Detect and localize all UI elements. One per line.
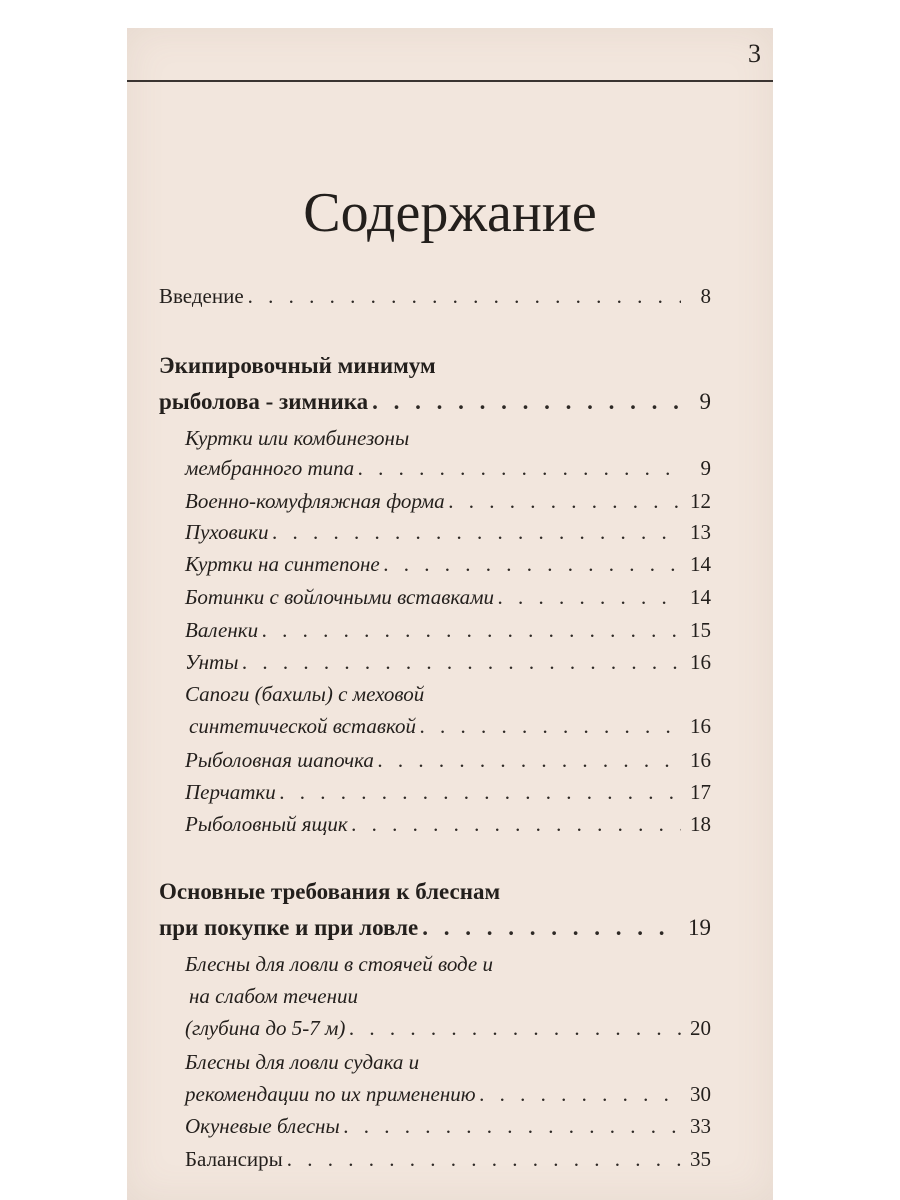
toc-entry [185, 1044, 711, 1080]
leader-dots [344, 1108, 681, 1144]
toc-entry [185, 644, 711, 680]
toc-entry [185, 1108, 711, 1144]
leader-dots [262, 612, 681, 648]
toc-page-number: 9 [699, 389, 711, 414]
toc-section-label: при покупке и при ловле [159, 915, 419, 940]
toc-page-number: 13 [690, 520, 711, 544]
toc-entry [185, 774, 711, 810]
toc-entry-label: Рыболовный ящик [185, 812, 348, 836]
leader-dots [242, 644, 681, 680]
leader-dots [372, 384, 681, 420]
toc-page-number: 35 [690, 1147, 711, 1171]
toc-section-heading [159, 348, 711, 384]
toc-page-number: 8 [700, 284, 711, 308]
toc-entry-label: Окуневые блесны [185, 1114, 340, 1138]
toc-entry [185, 546, 711, 582]
toc-entry [185, 514, 711, 550]
toc-entry-label: Пуховики [185, 520, 269, 544]
toc-entry-label: на слабом течении [189, 984, 359, 1008]
toc-entry [185, 612, 711, 648]
leader-dots [384, 546, 681, 582]
toc-entry-label: Сапоги (бахилы) с меховой [185, 682, 425, 706]
table-of-contents [127, 28, 773, 1200]
toc-page-number: 14 [690, 585, 711, 609]
page-title: Содержание [303, 182, 597, 244]
toc-entry-label: Блесны для ловли судака и [185, 1050, 420, 1074]
toc-entry-label: (глубина до 5-7 м) [185, 1016, 346, 1040]
toc-entry [185, 1076, 711, 1112]
toc-entry-intro [159, 278, 711, 314]
toc-entry-label: рекомендации по их применению [185, 1082, 476, 1106]
leader-dots [287, 1141, 681, 1177]
toc-entry [185, 1141, 711, 1177]
toc-page-number: 16 [690, 748, 711, 772]
toc-page-number: 12 [690, 489, 711, 513]
toc-section-heading [159, 384, 711, 420]
toc-entry-label: Куртки на синтепоне [185, 552, 380, 576]
toc-entry-label: Военно-комуфляжная форма [185, 489, 445, 513]
toc-entry [185, 579, 711, 615]
toc-section-label: Экипировочный минимум [159, 353, 436, 378]
toc-entry [189, 978, 711, 1014]
toc-entry-label: Унты [185, 650, 239, 674]
toc-entry-label: Валенки [185, 618, 259, 642]
toc-section-heading [159, 910, 711, 946]
toc-page-number: 30 [690, 1082, 711, 1106]
toc-entry-label: Ботинки с войлочными вставками [185, 585, 495, 609]
toc-section-label: Основные требования к блеснам [159, 879, 501, 904]
leader-dots [378, 742, 681, 778]
toc-page-number: 18 [690, 812, 711, 836]
toc-entry-label: Введение [159, 284, 244, 308]
leader-dots [420, 708, 681, 744]
leader-dots [272, 514, 681, 550]
toc-entry [185, 1010, 711, 1046]
toc-page-number: 33 [690, 1114, 711, 1138]
toc-page-number: 14 [690, 552, 711, 576]
toc-page-number: 16 [690, 650, 711, 674]
leader-dots [480, 1076, 681, 1112]
leader-dots [280, 774, 681, 810]
toc-entry-label: синтетической вставкой [189, 714, 416, 738]
leader-dots [498, 579, 681, 615]
toc-entry [189, 708, 711, 744]
toc-page-number: 20 [690, 1016, 711, 1040]
toc-entry-label: Перчатки [185, 780, 276, 804]
toc-section-heading [159, 874, 711, 910]
toc-entry [185, 676, 711, 712]
toc-page-number: 9 [700, 456, 711, 480]
page-number: 3 [748, 39, 761, 68]
leader-dots [422, 910, 681, 946]
toc-entry [185, 806, 711, 842]
toc-entry-label: Рыболовная шапочка [185, 748, 374, 772]
toc-entry [185, 450, 711, 486]
toc-page-number: 15 [690, 618, 711, 642]
toc-entry-label: Балансиры [185, 1147, 283, 1171]
leader-dots [358, 450, 681, 486]
leader-dots [352, 806, 681, 842]
toc-entry [185, 742, 711, 778]
toc-page-number: 19 [688, 915, 711, 940]
book-page [127, 28, 773, 1200]
toc-entry-label: Блесны для ловли в стоячей воде и [185, 952, 493, 976]
leader-dots [349, 1010, 681, 1046]
toc-entry-label: Куртки или комбинезоны [185, 426, 410, 450]
toc-page-number: 16 [690, 714, 711, 738]
toc-entry-label: мембранного типа [185, 456, 355, 480]
toc-section-label: рыболова - зимника [159, 389, 369, 414]
toc-page-number: 17 [690, 780, 711, 804]
toc-entry [185, 946, 711, 982]
leader-dots [248, 278, 681, 314]
